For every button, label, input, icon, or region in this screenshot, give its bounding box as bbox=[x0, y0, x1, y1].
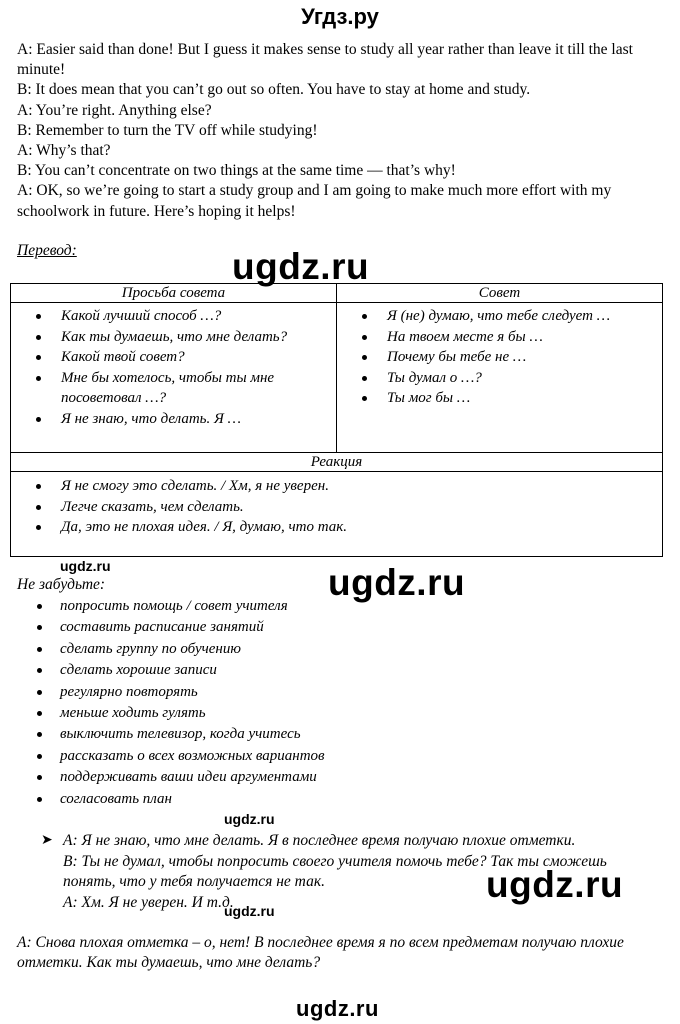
list-item: Какой лучший способ …? bbox=[61, 306, 336, 327]
list-item: попросить помощь / совет учителя bbox=[60, 596, 325, 617]
list-item: Ты мог бы … bbox=[387, 388, 662, 409]
watermark: ugdz.ru bbox=[486, 864, 624, 905]
list-item: рассказать о всех возможных вариантов bbox=[60, 746, 325, 767]
list-item: Да, это не плохая идея. / Я, думаю, что так. bbox=[61, 517, 662, 538]
list-item: Почему бы тебе не … bbox=[387, 347, 662, 368]
dialog-line: A: You’re right. Anything else? bbox=[17, 101, 212, 119]
phrases-table bbox=[10, 283, 663, 557]
dialog-line: A: Why’s that? bbox=[17, 142, 111, 160]
dialog-line: A: OK, so we’re going to start a study group and I am going to make much more effort with my schoolwork in future. Here’s hoping it helps! bbox=[17, 182, 612, 220]
translation-heading: Перевод: bbox=[17, 242, 77, 259]
remember-heading: Не забудьте: bbox=[17, 576, 106, 593]
advice-cell bbox=[337, 303, 663, 453]
list-item: Я не смогу это сделать. / Хм, я не уверен. bbox=[61, 476, 662, 497]
watermark: ugdz.ru bbox=[328, 562, 466, 603]
list-item: Я (не) думаю, что тебе следует … bbox=[387, 306, 662, 327]
site-title: Угдз.ру bbox=[301, 4, 379, 29]
request-cell bbox=[11, 303, 337, 453]
watermark: ugdz.ru bbox=[296, 996, 379, 1021]
example-line: A: Я не знаю, что мне делать. Я в последнее время получаю плохие отметки. bbox=[63, 832, 576, 849]
list-item: Ты думал о …? bbox=[387, 368, 662, 389]
watermark: ugdz.ru bbox=[232, 246, 370, 287]
watermark: ugdz.ru bbox=[60, 558, 111, 574]
list-item: выключить телевизор, когда учитесь bbox=[60, 724, 325, 745]
example-line: A: Хм. Я не уверен. И т.д. bbox=[63, 893, 234, 911]
final-paragraph bbox=[17, 933, 667, 974]
dialog-line: A: Easier said than done! But I guess it makes sense to study all year rather than leave it till the last minute! bbox=[17, 41, 633, 79]
example-line: B: Ты не думал, чтобы попросить своего учителя помочь тебе? Так ты сможешь понять, что у тебя получается не так. bbox=[63, 852, 607, 891]
final-line: A: Снова плохая отметка – о, нет! В последнее время я по всем предметам получаю плохие отметки. Как ты думаешь, что мне делать? bbox=[17, 934, 624, 972]
list-item: Мне бы хотелось, чтобы ты мне посоветовал …? bbox=[61, 368, 336, 409]
list-item: Какой твой совет? bbox=[61, 347, 336, 368]
remember-list bbox=[10, 596, 325, 810]
english-dialog bbox=[17, 40, 667, 222]
list-item: регулярно повторять bbox=[60, 682, 325, 703]
header-advice: Совет bbox=[337, 284, 663, 303]
list-item: Я не знаю, что делать. Я … bbox=[61, 409, 336, 430]
arrow-bullet-icon: ➤ bbox=[41, 833, 53, 848]
list-item: меньше ходить гулять bbox=[60, 703, 325, 724]
list-item: Легче сказать, чем сделать. bbox=[61, 497, 662, 518]
dialog-line: B: It does mean that you can’t go out so often. You have to stay at home and study. bbox=[17, 81, 531, 99]
header-reaction: Реакция bbox=[11, 453, 663, 472]
list-item: согласовать план bbox=[60, 789, 325, 810]
list-item: сделать группу по обучению bbox=[60, 639, 325, 660]
list-item: Как ты думаешь, что мне делать? bbox=[61, 327, 336, 348]
list-item: составить расписание занятий bbox=[60, 617, 325, 638]
dialog-line: B: Remember to turn the TV off while studying! bbox=[17, 121, 318, 139]
list-item: сделать хорошие записи bbox=[60, 660, 325, 681]
list-item: На твоем месте я бы … bbox=[387, 327, 662, 348]
header-request: Просьба совета bbox=[11, 284, 337, 303]
list-item: поддерживать ваши идеи аргументами bbox=[60, 767, 325, 788]
watermark: ugdz.ru bbox=[224, 903, 275, 919]
dialog-line: B: You can’t concentrate on two things at the same time — that’s why! bbox=[17, 162, 456, 180]
reaction-cell bbox=[11, 472, 663, 557]
watermark: ugdz.ru bbox=[224, 811, 275, 827]
